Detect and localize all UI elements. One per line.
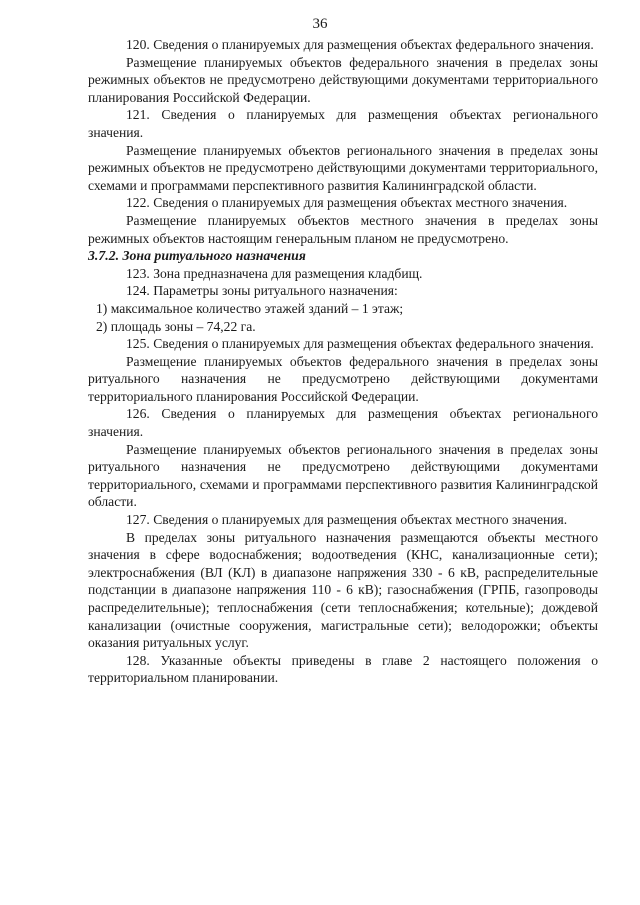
paragraph: В пределах зоны ритуального назначения размещаются объекты местного значения в сфере водоснабжения; водоотведения (КНС, канализационные сети); электроснабжения (ВЛ (КЛ) в диапазоне напряжения 330 - 6 кВ, распределительные подстанции в диапазоне напряжения 110 - 6 кВ); газоснабжения (ГРПБ, газопроводы распределительные); теплоснабжения (сети теплоснабжения; котельные); дождевой канализации (очистные сооружения, магистральные сети); велодорожки; объекты оказания ритуальных услуг. — [88, 529, 598, 651]
page-number: 36 — [312, 16, 328, 32]
paragraph: Размещение планируемых объектов местного значения в пределах зоны режимных объектов настоящим генеральным планом не предусмотрено. — [88, 212, 598, 246]
paragraph: 126. Сведения о планируемых для размещения объектах регионального значения. — [88, 406, 598, 440]
paragraph: 121. Сведения о планируемых для размещения объектах регионального значения. — [88, 107, 598, 140]
paragraph: 128. Указанные объекты приведены в главе 2 настоящего положения о территориальном планировании. — [88, 652, 598, 686]
list-item: 1) максимальное количество этажей зданий – 1 этаж; — [96, 300, 404, 316]
paragraph: 124. Параметры зоны ритуального назначения: — [126, 283, 398, 299]
section-heading: 3.7.2. Зона ритуального назначения — [88, 248, 306, 264]
paragraph: 127. Сведения о планируемых для размещения объектах местного значения. — [126, 512, 568, 528]
list-item: 2) площадь зоны – 74,22 га. — [96, 318, 256, 334]
paragraph: Размещение планируемых объектов регионального значения в пределах зоны режимных объектов не предусмотрено действующими документами территориального, схемами и программами перспективного развития Калининградской области. — [88, 142, 598, 193]
paragraph: 122. Сведения о планируемых для размещения объектах местного значения. — [126, 195, 568, 211]
paragraph: Размещение планируемых объектов федерального значения в пределах зоны режимных объектов не предусмотрено действующими документами территориального планирования Российской Федерации. — [88, 54, 598, 105]
document-body — [88, 36, 598, 687]
paragraph: Размещение планируемых объектов регионального значения в пределах зоны ритуального назначения не предусмотрено действующими документами территориального, схемами и программами перспективного развития Калининградской области. — [88, 441, 598, 510]
paragraph: 123. Зона предназначена для размещения кладбищ. — [126, 265, 423, 281]
paragraph: 125. Сведения о планируемых для размещения объектах федерального значения. — [126, 336, 594, 352]
paragraph: Размещение планируемых объектов федерального значения в пределах зоны ритуального назначения не предусмотрено действующими документами территориального планирования Российской Федерации. — [88, 353, 598, 404]
paragraph: 120. Сведения о планируемых для размещения объектах федерального значения. — [126, 37, 594, 52]
